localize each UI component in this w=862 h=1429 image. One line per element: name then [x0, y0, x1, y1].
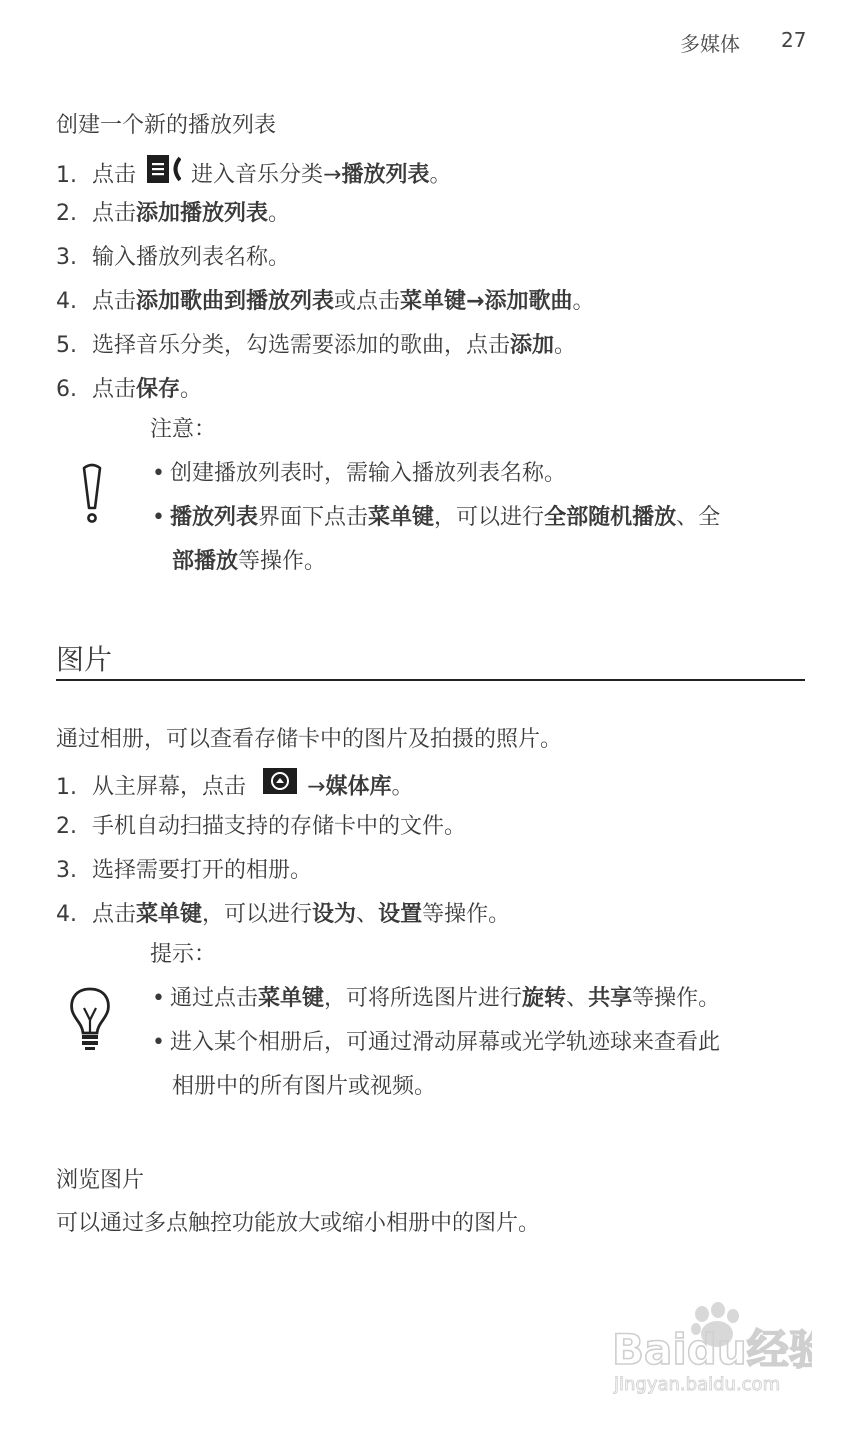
- lightbulb-icon: [68, 986, 112, 1056]
- note-bullet-1: • 创建播放列表时，需输入播放列表名称。: [152, 461, 567, 486]
- running-header: 多媒体: [680, 32, 740, 56]
- playlist-step-2: 2. 点击添加播放列表。: [56, 201, 291, 226]
- tip-title: 提示：: [150, 942, 217, 967]
- browse-body: 可以通过多点触控功能放大或缩小相册中的图片。: [56, 1211, 541, 1236]
- baidu-watermark-logo: [612, 1302, 812, 1402]
- note-title: 注意：: [150, 417, 217, 442]
- section-title: 图片: [56, 643, 113, 676]
- playlist-step-1: 1. 点击 进入音乐分类→播放列表。: [56, 155, 451, 196]
- watermark-url: jingyan.baidu.com: [614, 1374, 781, 1395]
- pictures-step-1: 1. 从主屏幕，点击 →媒体库。: [56, 768, 413, 807]
- app-drawer-icon: [263, 768, 297, 803]
- tip-bullet-2-continued: 相册中的所有图片或视频。: [172, 1074, 437, 1099]
- tip-bullet-2: • 进入某个相册后，可通过滑动屏幕或光学轨迹球来查看此: [152, 1030, 721, 1055]
- pictures-step-3: 3. 选择需要打开的相册。: [56, 858, 313, 883]
- playlist-heading: 创建一个新的播放列表: [56, 113, 277, 138]
- section-divider: [56, 679, 805, 681]
- note-bullet-2-continued: 部播放等操作。: [172, 549, 327, 574]
- page-number: 27: [781, 28, 807, 52]
- note-bullet-2: • 播放列表界面下点击菜单键，可以进行全部随机播放、全: [152, 505, 721, 530]
- menu-icon: [147, 155, 181, 192]
- exclamation-icon: [80, 462, 104, 530]
- playlist-step-4: 4. 点击添加歌曲到播放列表或点击菜单键→添加歌曲。: [56, 289, 595, 314]
- playlist-step-6: 6. 点击保存。: [56, 377, 203, 402]
- browse-heading: 浏览图片: [56, 1168, 145, 1193]
- watermark-brand: Baidu经验: [612, 1325, 812, 1374]
- pictures-step-2: 2. 手机自动扫描支持的存储卡中的文件。: [56, 814, 467, 839]
- pictures-intro: 通过相册，可以查看存储卡中的图片及拍摄的照片。: [56, 727, 563, 752]
- playlist-step-3: 3. 输入播放列表名称。: [56, 245, 291, 270]
- tip-bullet-1: • 通过点击菜单键，可将所选图片进行旋转、共享等操作。: [152, 986, 721, 1011]
- playlist-step-5: 5. 选择音乐分类，勾选需要添加的歌曲，点击添加。: [56, 333, 577, 358]
- pictures-step-4: 4. 点击菜单键，可以进行设为、设置等操作。: [56, 902, 511, 927]
